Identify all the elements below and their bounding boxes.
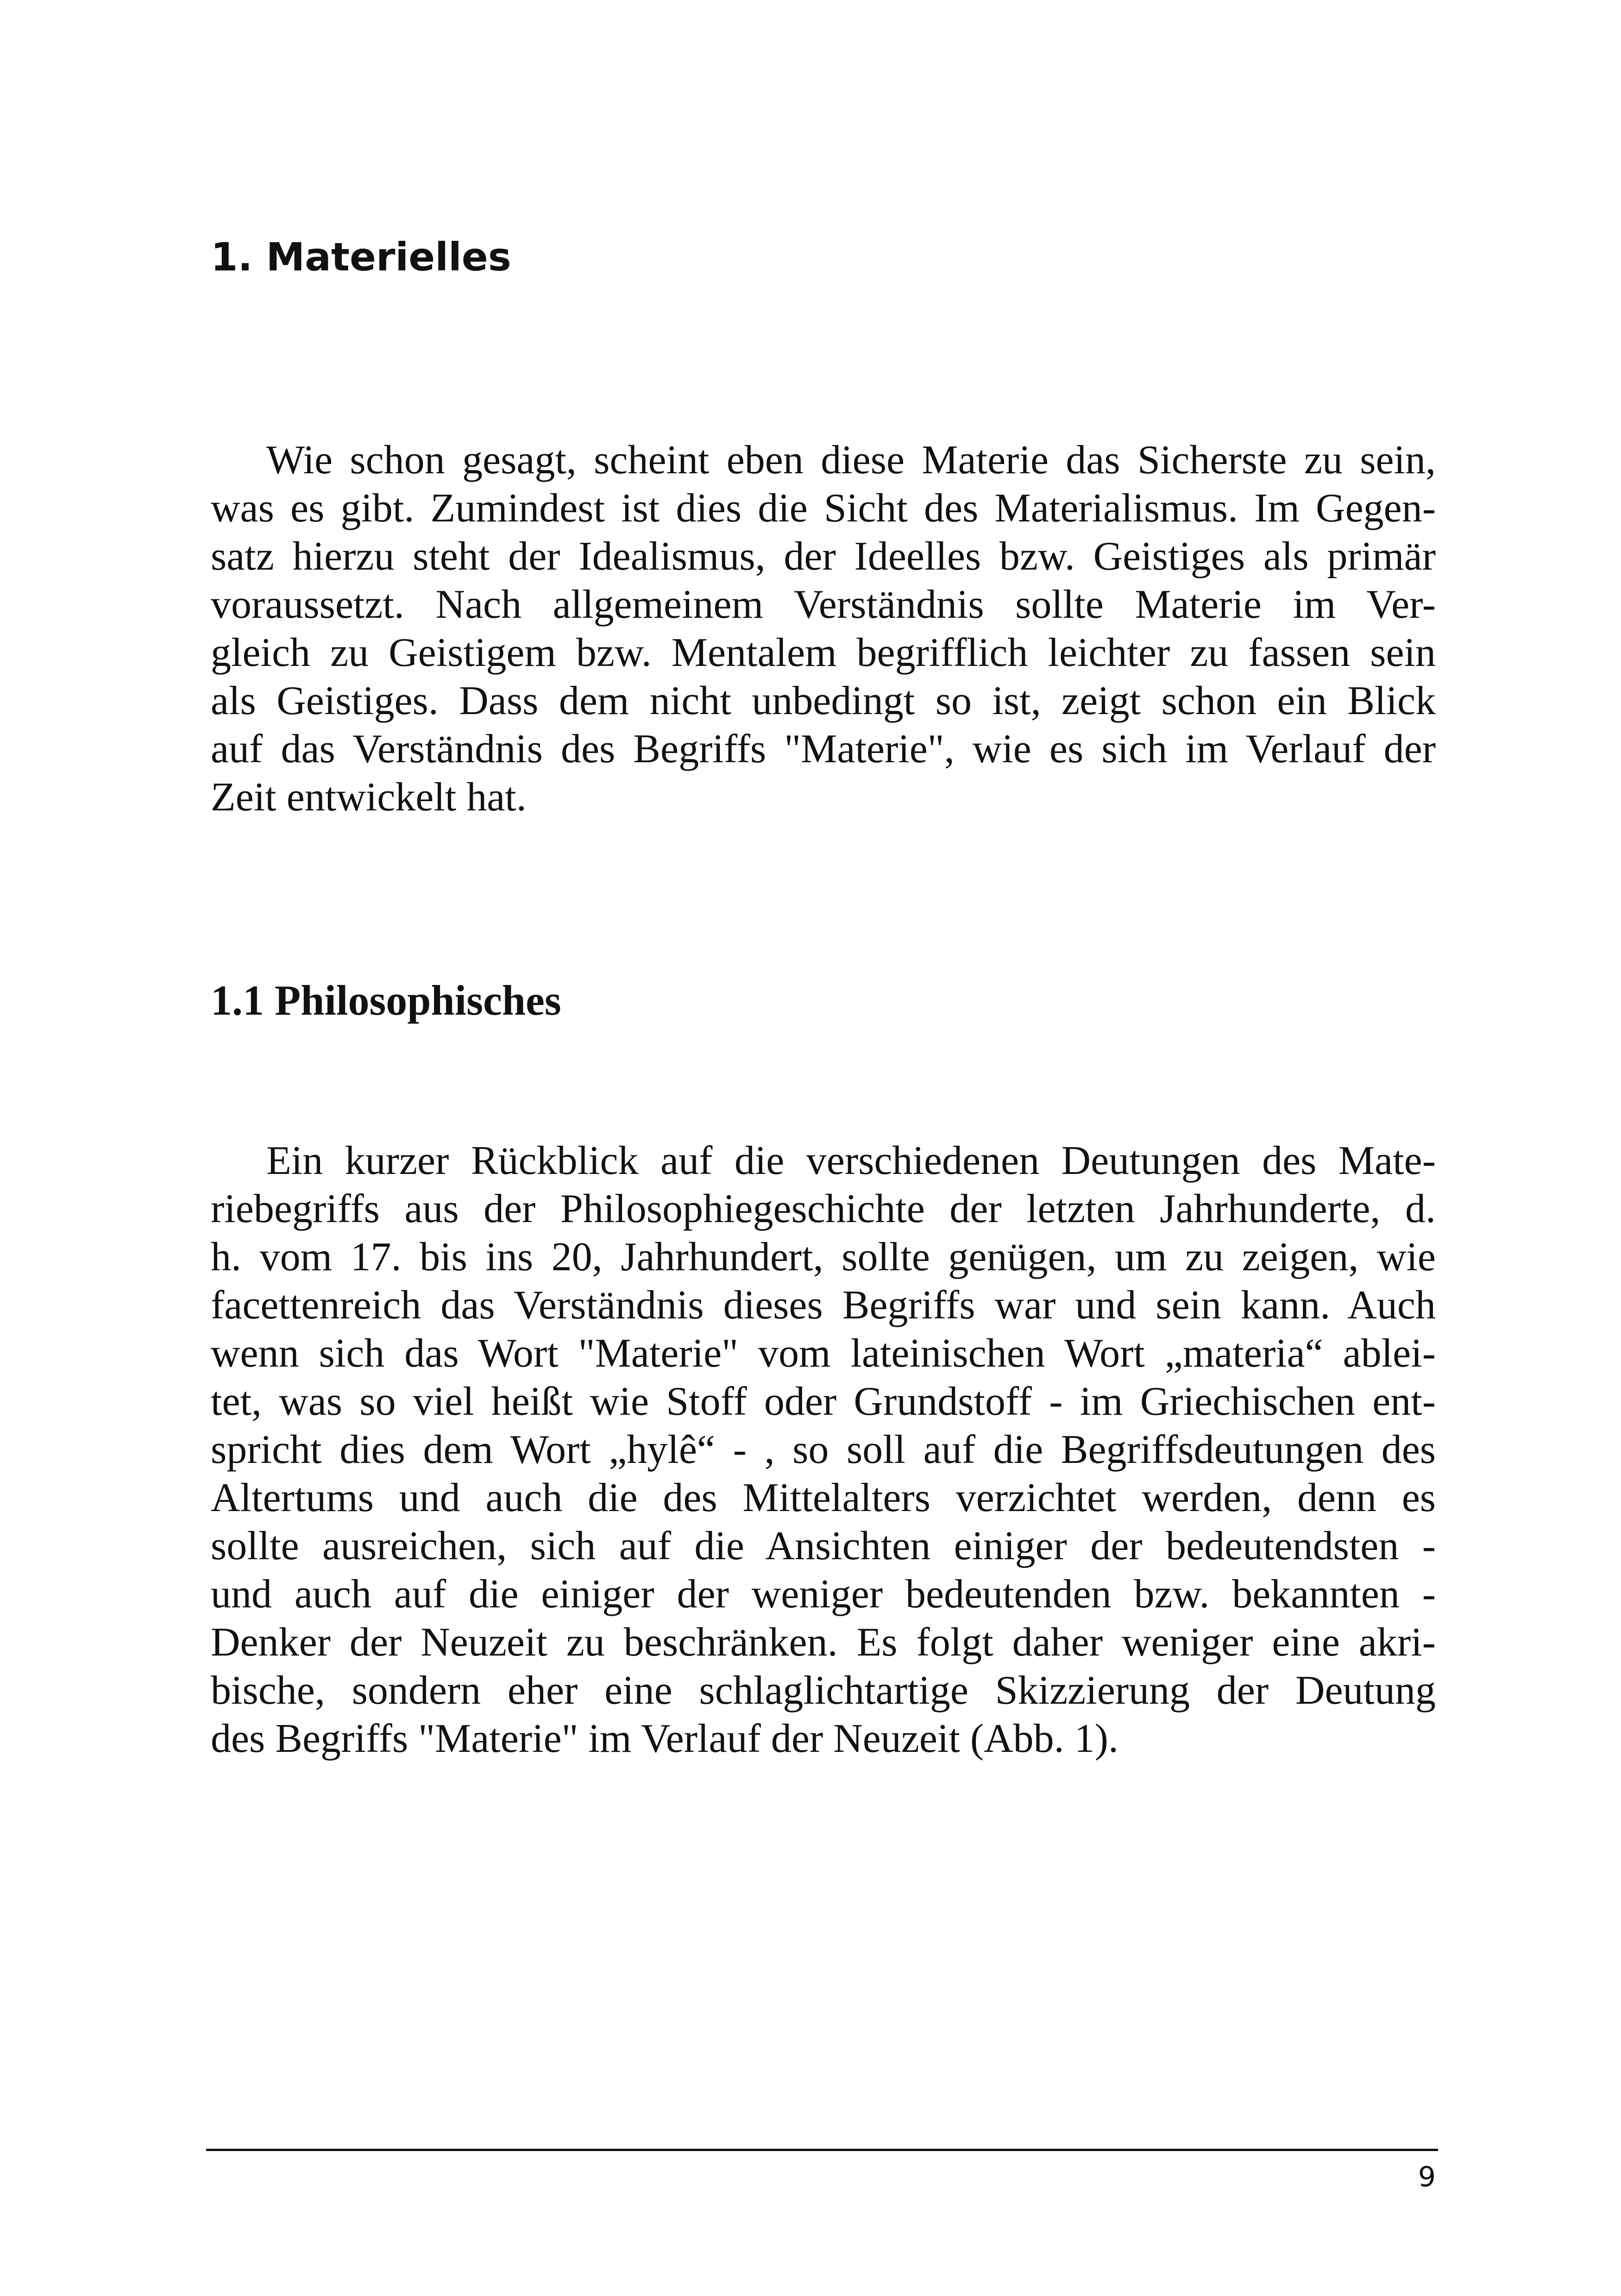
section-title: 1.1 Philosophisches <box>211 977 561 1024</box>
text-line: Ein kurzer Rückblick auf die verschiedenen Deutungen des Mate- <box>266 1138 1436 1183</box>
text-line: Denker der Neuzeit zu beschränken. Es folgt daher weniger eine akri- <box>211 1620 1436 1665</box>
text-line: tet, was so viel heißt wie Stoff oder Grundstoff - im Griechischen ent- <box>211 1379 1436 1424</box>
text-line: Wie schon gesagt, scheint eben diese Materie das Sicherste zu sein, <box>266 438 1436 483</box>
footer-divider <box>206 2149 1438 2151</box>
page-number: 9 <box>1418 2161 1436 2193</box>
text-line: spricht dies dem Wort „hylê“ - , so soll auf die Begriffsdeutungen des <box>211 1427 1436 1472</box>
text-line: sollte ausreichen, sich auf die Ansichten einiger der bedeutendsten - <box>211 1524 1436 1568</box>
text-line: h. vom 17. bis ins 20, Jahrhundert, sollte genügen, um zu zeigen, wie <box>211 1235 1436 1280</box>
text-line: riebegriffs aus der Philosophiegeschichte der letzten Jahrhunderte, d. <box>211 1186 1436 1231</box>
text-line: was es gibt. Zumindest ist dies die Sicht des Materialismus. Im Gegen- <box>211 486 1436 531</box>
text-line: Zeit entwickelt hat. <box>211 775 527 820</box>
text-line: und auch auf die einiger der weniger bedeutenden bzw. bekannten - <box>211 1572 1436 1617</box>
text-line: bische, sondern eher eine schlaglichtartige Skizzierung der Deutung <box>211 1668 1436 1713</box>
text-line: Altertums und auch die des Mittelalters verzichtet werden, denn es <box>211 1475 1436 1520</box>
text-line: des Begriffs "Materie" im Verlauf der Neuzeit (Abb. 1). <box>211 1716 1118 1761</box>
paragraph-philosophisches <box>211 1137 1436 1763</box>
text-line: facettenreich das Verständnis dieses Begriffs war und sein kann. Auch <box>211 1283 1436 1328</box>
text-line: auf das Verständnis des Begriffs "Materie", wie es sich im Verlauf der <box>211 727 1436 772</box>
text-line: wenn sich das Wort "Materie" vom lateinischen Wort „materia“ ablei- <box>211 1331 1436 1376</box>
text-line: als Geistiges. Dass dem nicht unbedingt so ist, zeigt schon ein Blick <box>211 678 1436 723</box>
text-line: voraussetzt. Nach allgemeinem Verständnis sollte Materie im Ver- <box>211 582 1436 627</box>
text-line: gleich zu Geistigem bzw. Mentalem begrifflich leichter zu fassen sein <box>211 630 1436 675</box>
text-line: satz hierzu steht der Idealismus, der Ideelles bzw. Geistiges als primär <box>211 534 1436 579</box>
chapter-title: 1. Materielles <box>211 234 511 280</box>
paragraph-materielles <box>211 436 1436 822</box>
